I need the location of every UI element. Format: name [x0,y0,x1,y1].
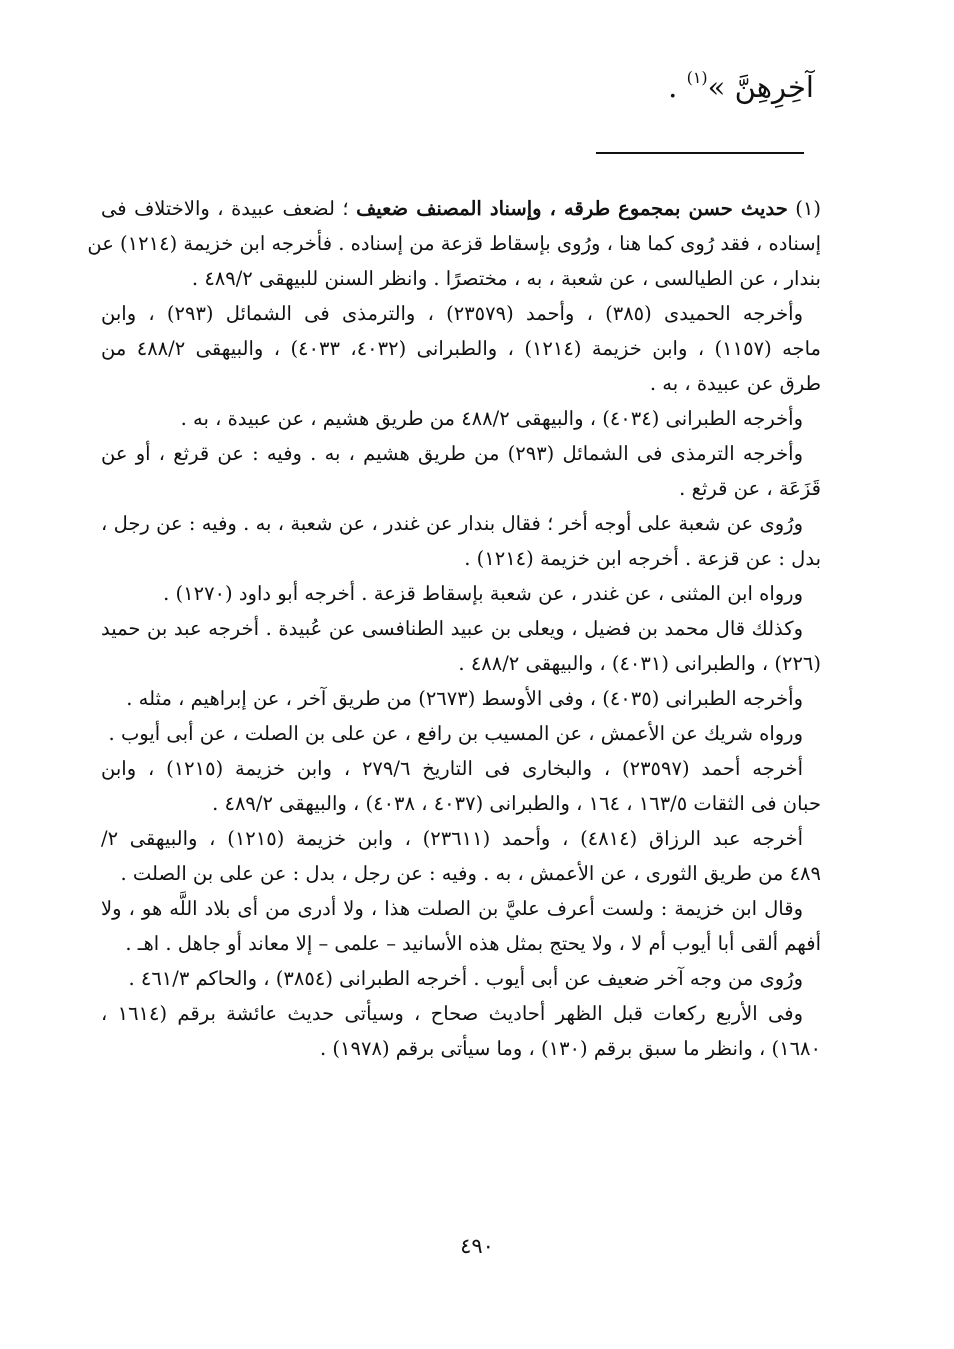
footnote-text: ورواه شريك عن الأعمش ، عن المسيب بن رافع ، عن على بن الصلت ، عن أبى أيوب . [108,722,803,745]
footnote-line [101,751,821,786]
footnote-text: حبان فى الثقات ١٦٣/٥ ، ١٦٤ ، والطبرانى (٤٠٣٧ ، ٤٠٣٨) ، والبيهقى ٤٨٩/٢ . [212,792,821,815]
footnote-line [101,646,821,681]
footnote-line [101,541,821,576]
footnote-text: ورواه ابن المثنى ، عن غندر ، عن شعبة بإسقاط قزعة . أخرجه أبو داود (١٢٧٠) . [163,582,803,605]
footnote-text: وقال ابن خزيمة : ولست أعرف عليَّ بن الصلت هذا ، ولا أدرى من أى بلاد اللَّه هو ، ولا [101,897,803,920]
footnote-line [101,296,821,331]
main-text-line [668,58,814,107]
main-text-end: . [668,70,678,104]
main-text: آخِرِهِنَّ » [707,70,814,104]
footnote-text: أخرجه عبد الرزاق (٤٨١٤) ، وأحمد (٢٣٦١١) ، وابن خزيمة (١٢١٥) ، والبيهقى ٢/ [101,827,803,850]
footnote-marker: (١) [686,68,708,87]
footnote-line [101,926,821,961]
footnote-text: وكذلك قال محمد بن فضيل ، ويعلى بن عبيد الطنافسى عن عُبيدة . أخرجه عبد بن حميد [101,617,803,640]
footnote-text: (٢٢٦) ، والطبرانى (٤٠٣١) ، والبيهقى ٤٨٨/٢ . [458,652,821,675]
footnote-line [101,716,821,751]
footnote-text: وأخرجه الطبرانى (٤٠٣٤) ، والبيهقى ٤٨٨/٢ من طريق هشيم ، عن عبيدة ، به . [180,407,803,430]
footnote-line [101,1031,821,1066]
footnote-line [101,471,821,506]
footnote-text: ؛ لضعف عبيدة ، والاختلاف فى [101,197,357,220]
footnote-line [87,226,821,261]
footnote-line [101,436,821,471]
footnote-line [101,331,821,366]
footnote-line [101,891,821,926]
footnote-line [101,996,821,1031]
footnote-line [101,576,821,611]
footnote-separator [596,152,804,154]
footnote-text: ورُوى من وجه آخر ضعيف عن أبى أيوب . أخرجه الطبرانى (٣٨٥٤) ، والحاكم ٤٦١/٣ . [128,967,803,990]
footnote-line [101,401,821,436]
footnote-text: ورُوى عن شعبة على أوجه أخر ؛ فقال بندار عن غندر ، عن شعبة ، به . وفيه : عن رجل ، [101,512,803,535]
footnote-line [101,821,821,856]
footnote-text: أفهم ألقى أبا أيوب أم لا ، ولا يحتج بمثل هذه الأسانيد – علمى – إلا معاند أو جاهل . اهـ . [125,932,821,955]
footnote-line [101,191,821,226]
footnote-text: إسناده ، فقد رُوى كما هنا ، ورُوى بإسقاط قزعة من إسناده . فأخرجه ابن خزيمة (١٢١٤) عن [87,232,821,255]
footnote-text: ماجه (١١٥٧) ، وابن خزيمة (١٢١٤) ، والطبرانى (٤٠٣٢، ٤٠٣٣) ، والبيهقى ٤٨٨/٢ من [101,337,821,360]
footnote-text-bold: حديث حسن بمجموع طرقه ، وإسناد المصنف ضعيف [356,197,788,220]
footnote-text: قَزَعَة ، عن قرثع . [679,477,821,500]
footnote-line [101,261,821,296]
footnote-line [101,506,821,541]
footnote-text: ٤٨٩ من طريق الثورى ، عن الأعمش ، به . وفيه : عن رجل ، بدل : عن على بن الصلت . [120,862,821,885]
footnote-text: (١) [787,197,821,220]
page-number: ٤٩٠ [460,1234,494,1258]
footnote-line [101,786,821,821]
footnote-text: أخرجه أحمد (٢٣٥٩٧) ، والبخارى فى التاريخ ٢٧٩/٦ ، وابن خزيمة (١٢١٥) ، وابن [101,757,803,780]
footnote-line [101,856,821,891]
footnote-text: وأخرجه الطبرانى (٤٠٣٥) ، وفى الأوسط (٢٦٧٣) من طريق آخر ، عن إبراهيم ، مثله . [126,687,803,710]
footnotes-block [87,191,821,1066]
footnote-text: وأخرجه الحميدى (٣٨٥) ، وأحمد (٢٣٥٧٩) ، والترمذى فى الشمائل (٢٩٣) ، وابن [101,302,804,325]
footnote-line [101,681,821,716]
footnote-text: بدل : عن قزعة . أخرجه ابن خزيمة (١٢١٤) . [464,547,821,570]
footnote-text: ١٦٨٠) ، وانظر ما سبق برقم (١٣٠) ، وما سيأتى برقم (١٩٧٨) . [320,1037,821,1060]
footnote-line [101,611,821,646]
footnote-line [101,961,821,996]
footnote-text: وأخرجه الترمذى فى الشمائل (٢٩٣) من طريق هشيم ، به . وفيه : عن قرثع ، أو عن [101,442,803,465]
footnote-text: طرق عن عبيدة ، به . [649,372,821,395]
footnote-text: وفى الأربع ركعات قبل الظهر أحاديث صحاح ، وسيأتى حديث عائشة برقم (١٦١٤ ، [101,1002,803,1025]
footnote-text: بندار ، عن الطيالسى ، عن شعبة ، به ، مختصرًا . وانظر السنن للبيهقى ٤٨٩/٢ . [191,267,821,290]
footnote-line [101,366,821,401]
